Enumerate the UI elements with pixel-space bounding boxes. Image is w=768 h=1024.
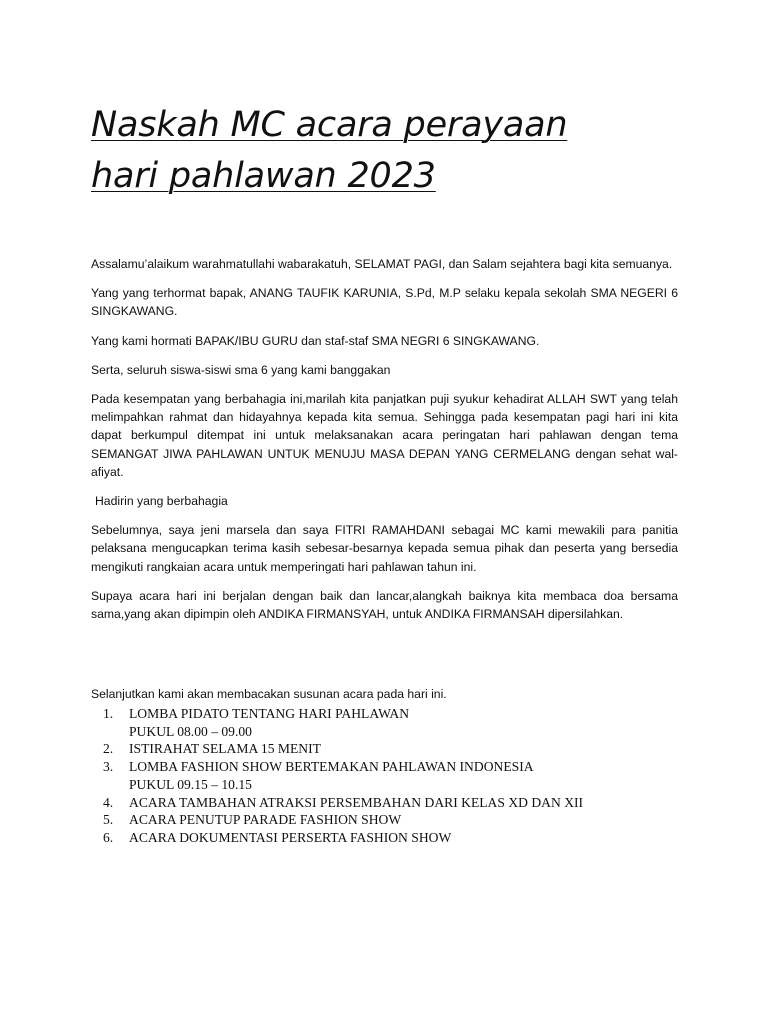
agenda-item — [103, 705, 703, 740]
agenda-item — [103, 794, 703, 812]
document-title — [91, 100, 691, 202]
agenda-item-text: ACARA PENUTUP PARADE FASHION SHOW — [129, 812, 402, 828]
prayer-paragraph: Supaya acara hari ini berjalan dengan baik dan lancar,alangkah baiknya kita membaca doa bersama sama,yang akan dipimpin oleh ANDIKA FIRMANSYAH, untuk ANDIKA FIRMANSAH dipersilahkan. — [91, 588, 678, 622]
agenda-item-time: PUKUL 08.00 – 09.00 — [129, 723, 252, 739]
agenda-item — [103, 811, 703, 829]
title-line-1: Naskah MC acara perayaan — [91, 105, 568, 145]
agenda-item-text: ACARA TAMBAHAN ATRAKSI PERSEMBAHAN DARI KELAS XD DAN XII — [129, 794, 584, 810]
agenda-item — [103, 758, 703, 793]
honor-students-paragraph: Serta, seluruh siswa-siswi sma 6 yang kami banggakan — [91, 362, 391, 377]
title-line-2: hari pahlawan 2023 — [91, 156, 436, 196]
document-body — [91, 255, 678, 634]
agenda-item-text: ACARA DOKUMENTASI PERSERTA FASHION SHOW — [129, 829, 452, 845]
agenda-item-number: 2. — [103, 741, 114, 757]
agenda-item-number: 1. — [103, 706, 114, 721]
opening-paragraph: Pada kesempatan yang berbahagia ini,marilah kita panjatkan puji syukur kehadirat ALLAH SWT yang telah melimpahkan rahmat dan hidayahnya kepada kita semua. Sehingga pada kesempatan pagi hari ini kita dapat berkumpul ditempat ini untuk melaksanakan acara peringatan hari pahlawan dengan tema SEMANGAT JIWA PAHLAWAN UNTUK MENUJU MASA DEPAN YANG CERMELANG dengan sehat wal-afiyat. — [91, 392, 678, 479]
agenda-item-time: PUKUL 09.15 – 10.15 — [129, 776, 252, 792]
honor-teachers-paragraph: Yang kami hormati BAPAK/IBU GURU dan staf-staf SMA NEGRI 6 SINGKAWANG. — [91, 333, 540, 348]
greeting-paragraph: Assalamu’alaikum warahmatullahi wabarakatuh, SELAMAT PAGI, dan Salam sejahtera bagi kita semuanya. — [91, 257, 673, 271]
agenda-item-text: LOMBA FASHION SHOW BERTEMAKAN PAHLAWAN INDONESIA — [129, 759, 534, 775]
audience-greeting: Hadirin yang berbahagia — [95, 494, 228, 509]
agenda-item — [103, 829, 703, 847]
agenda-item-number: 4. — [103, 794, 114, 810]
agenda-intro: Selanjutkan kami akan membacakan susunan acara pada hari ini. — [91, 687, 447, 701]
agenda-item-number: 3. — [103, 759, 114, 775]
agenda-item-number: 5. — [103, 812, 114, 828]
agenda-item-text: LOMBA PIDATO TENTANG HARI PAHLAWAN — [129, 706, 410, 721]
agenda-list — [103, 705, 703, 847]
agenda-item — [103, 740, 703, 758]
thanks-paragraph: Sebelumnya, saya jeni marsela dan saya FITRI RAMAHDANI sebagai MC kami mewakili para panitia pelaksana mengucapkan terima kasih sebesar-besarnya kepada semua pihak dan peserta yang bersedia mengikuti rangkaian acara untuk memperingati hari pahlawan tahun ini. — [91, 523, 678, 574]
agenda-item-number: 6. — [103, 829, 114, 845]
agenda-item-text: ISTIRAHAT SELAMA 15 MENIT — [129, 741, 321, 757]
honor-principal-paragraph: Yang yang terhormat bapak, ANANG TAUFIK KARUNIA, S.Pd, M.P selaku kepala sekolah SMA NEGERI 6 SINGKAWANG. — [91, 286, 678, 319]
